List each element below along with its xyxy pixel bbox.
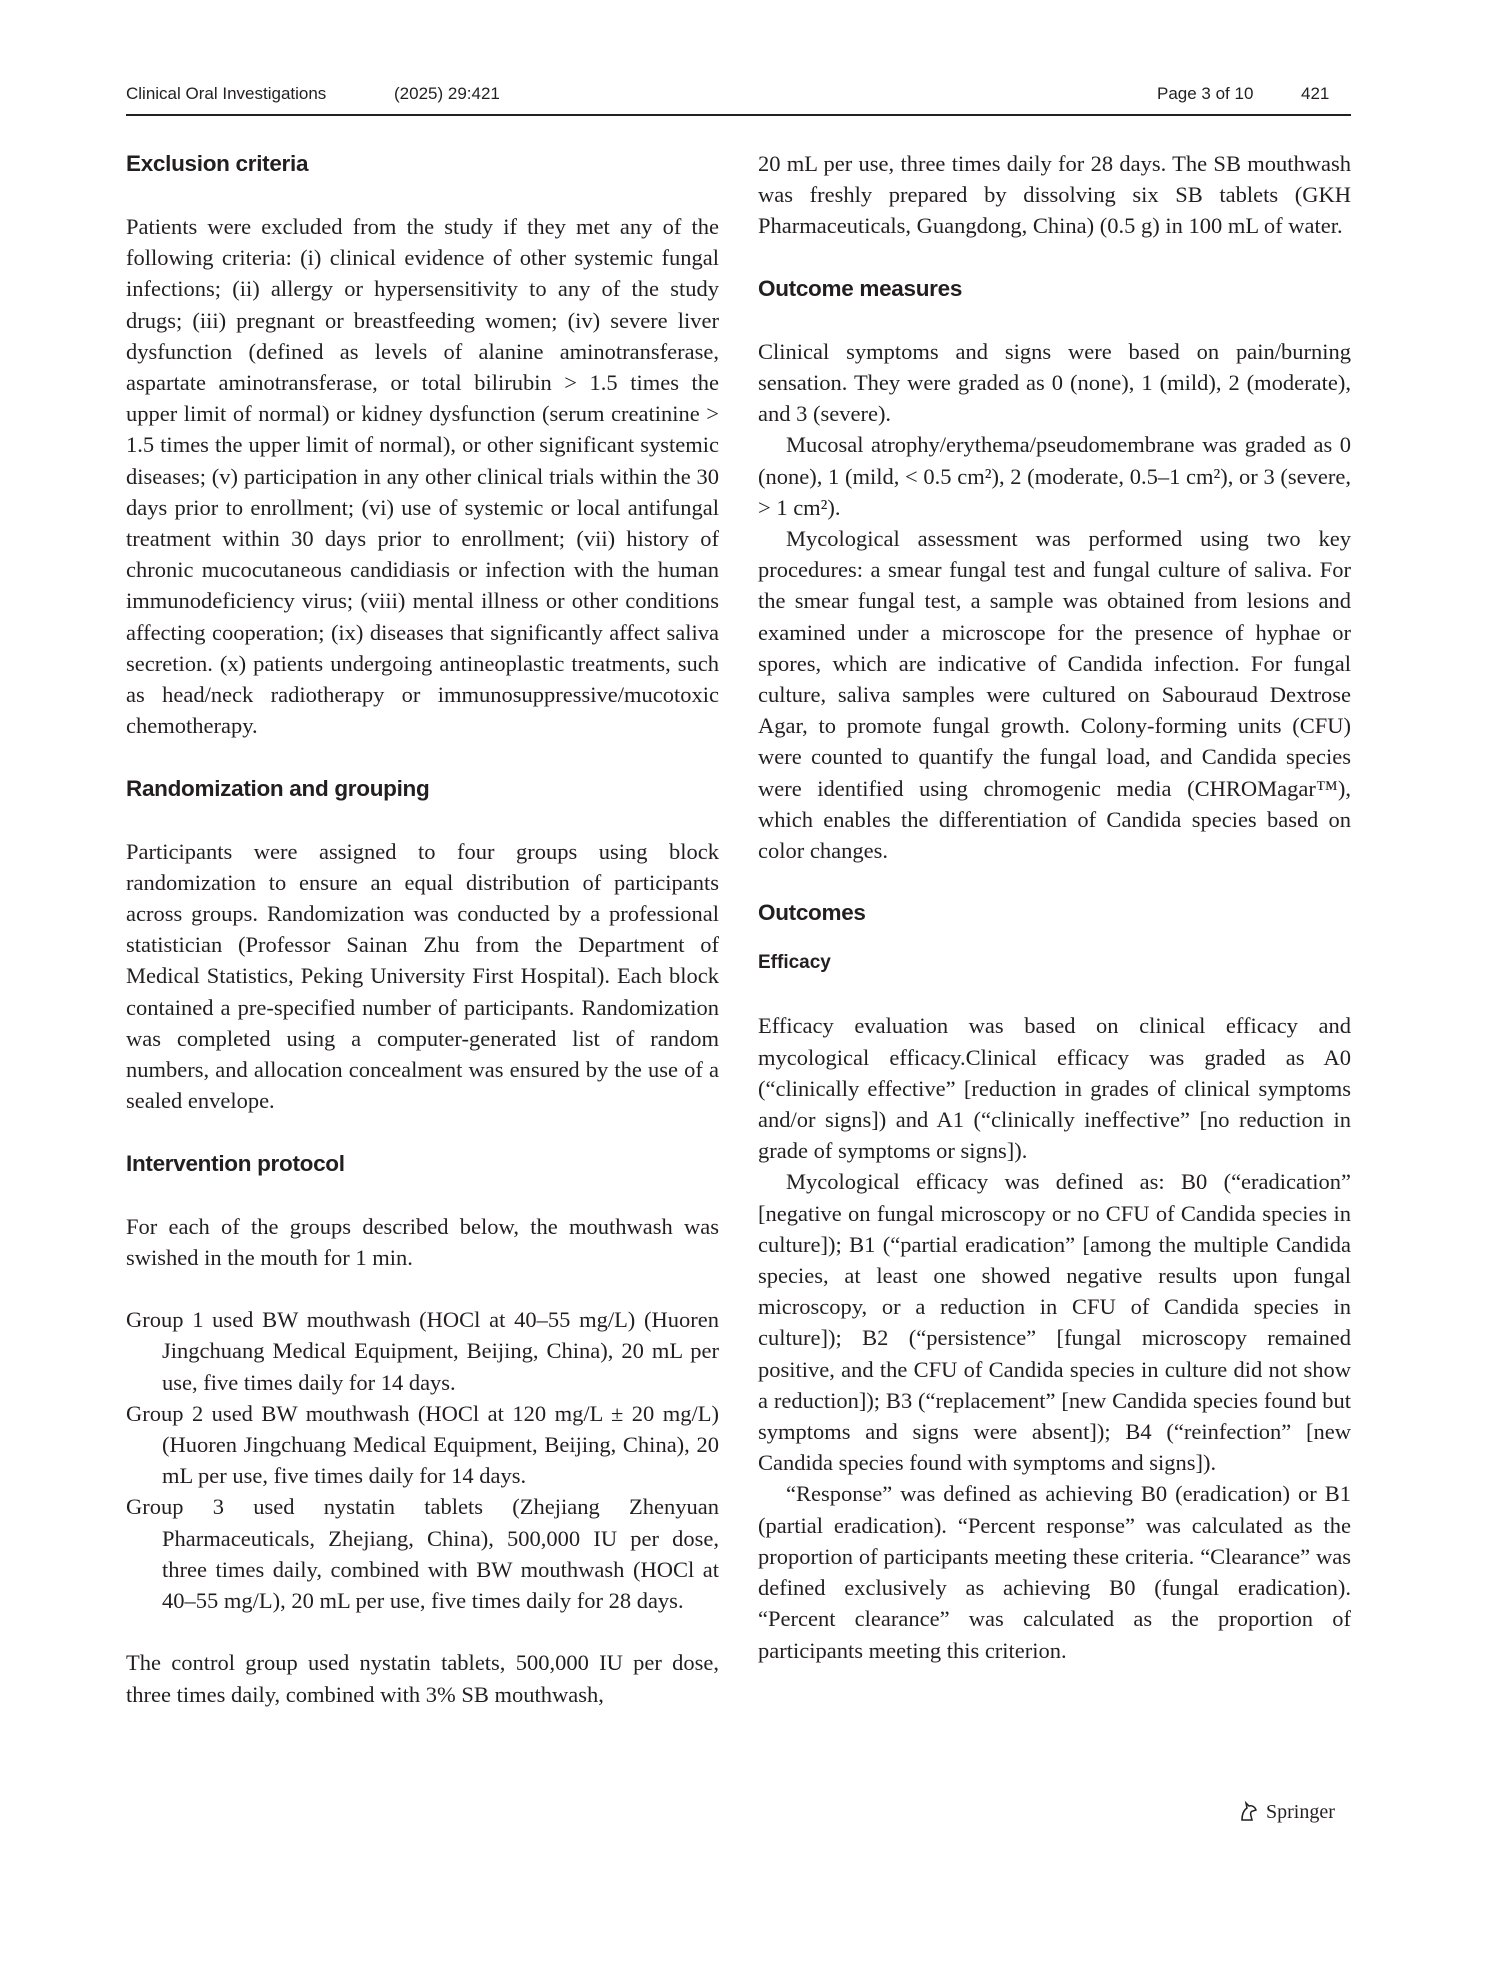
section-heading-intervention: Intervention protocol xyxy=(126,1150,345,1176)
left-column xyxy=(126,148,719,1710)
page-number: Page 3 of 10 xyxy=(1157,84,1254,103)
group-1-item: Group 1 used BW mouthwash (HOCl at 40–55 mg/L) (Huoren Jingchuang Medical Equipment, Beijing, China), 20 mL per use, five times daily for 14 days. xyxy=(126,1307,719,1395)
citation: (2025) 29:421 xyxy=(394,84,500,103)
outcome-measures-paragraph-3: Mycological assessment was performed using two key procedures: a smear fungal test and fungal culture of saliva. For the smear fungal test, a sample was obtained from lesions and examined under a microscope for the presence of hyphae or spores, which are indicative of Candida infection. For fungal culture, saliva samples were cultured on Sabouraud Dextrose Agar, to promote fungal growth. Colony-forming units (CFU) were counted to quantify the fungal load, and Candida species were identified using chromogenic media (CHROMagar™), which enables the differentiation of Candida species based on color changes. xyxy=(758,526,1351,864)
article-number: 421 xyxy=(1301,84,1330,103)
header-rule xyxy=(126,114,1351,116)
section-heading-outcomes: Outcomes xyxy=(758,900,866,926)
journal-name: Clinical Oral Investigations xyxy=(126,84,327,103)
efficacy-paragraph-3: “Response” was defined as achieving B0 (eradication) or B1 (partial eradication). “Percent response” was calculated as the proportion of participants meeting these criteria. “Clearance” was defined exclusively as achieving B0 (fungal eradication). “Percent clearance” was calculated as the proportion of participants meeting this criterion. xyxy=(758,1481,1351,1663)
outcome-measures-paragraph-1: Clinical symptoms and signs were based on pain/burning sensation. They were graded as 0 (none), 1 (mild), 2 (moderate), and 3 (severe). xyxy=(758,338,1351,427)
continuation-paragraph: 20 mL per use, three times daily for 28 days. The SB mouthwash was freshly prepared by dissolving six SB tablets (GKH Pharmaceuticals, Guangdong, China) (0.5 g) in 100 mL of water. xyxy=(758,151,1351,239)
intervention-intro: For each of the groups described below, the mouthwash was swished in the mouth for 1 min. xyxy=(126,1213,719,1270)
right-column xyxy=(758,148,1351,1666)
subsection-heading-efficacy: Efficacy xyxy=(758,952,831,974)
group-2-item: Group 2 used BW mouthwash (HOCl at 120 mg/L ± 20 mg/L) (Huoren Jingchuang Medical Equipment, Beijing, China), 20 mL per use, five times daily for 14 days. xyxy=(126,1400,719,1489)
section-heading-exclusion: Exclusion criteria xyxy=(126,151,309,176)
springer-horse-icon xyxy=(1238,1800,1260,1822)
group-3-item: Group 3 used nystatin tablets (Zhejiang Zhenyuan Pharmaceuticals, Zhejiang, China), 500,000 IU per dose, three times daily, combined with BW mouthwash (HOCl at 40–55 mg/L), 20 mL per use, five times daily for 28 days. xyxy=(126,1494,719,1614)
efficacy-paragraph-1: Efficacy evaluation was based on clinical efficacy and mycological efficacy.Clinical efficacy was graded as A0 (“clinically effective” [reduction in grades of clinical symptoms and/or signs]) and A1 (“clinically ineffective” [no reduction in grade of symptoms or signs]). xyxy=(758,1013,1351,1164)
running-header xyxy=(126,80,1351,112)
efficacy-paragraph-2: Mycological efficacy was defined as: B0 (“eradication” [negative on fungal microscopy or no CFU of Candida species in culture]); B1 (“partial eradication” [among the multiple Candida species, at least one showed negative results upon fungal microscopy, or a reduction in CFU of Candida species in culture]); B2 (“persistence” [fungal microscopy remained positive, and the CFU of Candida species in culture did not show a reduction]); B3 (“replacement” [new Candida species found but symptoms and signs were absent]); B4 (“reinfection” [new Candida species found with symptoms and signs]). xyxy=(758,1169,1351,1476)
outcome-measures-paragraph-2: Mucosal atrophy/erythema/pseudomembrane was graded as 0 (none), 1 (mild, < 0.5 cm²), 2 (moderate, 0.5–1 cm²), or 3 (severe, > 1 cm²). xyxy=(758,432,1351,520)
publisher-name: Springer xyxy=(1266,1801,1335,1823)
randomization-paragraph: Participants were assigned to four groups using block randomization to ensure an equal distribution of participants across groups. Randomization was conducted by a professional statistician (Professor Sainan Zhu from the Department of Medical Statistics, Peking University First Hospital). Each block contained a pre-specified number of participants. Randomization was completed using a computer-generated list of random numbers, and allocation concealment was ensured by the use of a sealed envelope. xyxy=(126,838,719,1114)
control-group-paragraph: The control group used nystatin tablets, 500,000 IU per dose, three times daily, combined with 3% SB mouthwash, xyxy=(126,1650,719,1707)
publisher-footer xyxy=(1238,1800,1335,1824)
exclusion-paragraph: Patients were excluded from the study if they met any of the following criteria: (i) clinical evidence of other systemic fungal infections; (ii) allergy or hypersensitivity to any of the study drugs; (iii) pregnant or breastfeeding women; (iv) severe liver dysfunction (defined as levels of alanine aminotransferase, aspartate aminotransferase, or total bilirubin > 1.5 times the upper limit of normal) or kidney dysfunction (serum creatinine > 1.5 times the upper limit of normal), or other significant systemic diseases; (v) participation in any other clinical trials within the 30 days prior to enrollment; (vi) use of systemic or local antifungal treatment within 30 days prior to enrollment; (vii) history of chronic mucocutaneous candidiasis or infection with the human immunodeficiency virus; (viii) mental illness or other conditions affecting cooperation; (ix) diseases that significantly affect saliva secretion. (x) patients undergoing antineoplastic treatments, such as head/neck radiotherapy or immunosuppressive/mucotoxic chemotherapy. xyxy=(126,214,719,739)
section-heading-outcome-measures: Outcome measures xyxy=(758,275,963,301)
section-heading-randomization: Randomization and grouping xyxy=(126,775,430,801)
